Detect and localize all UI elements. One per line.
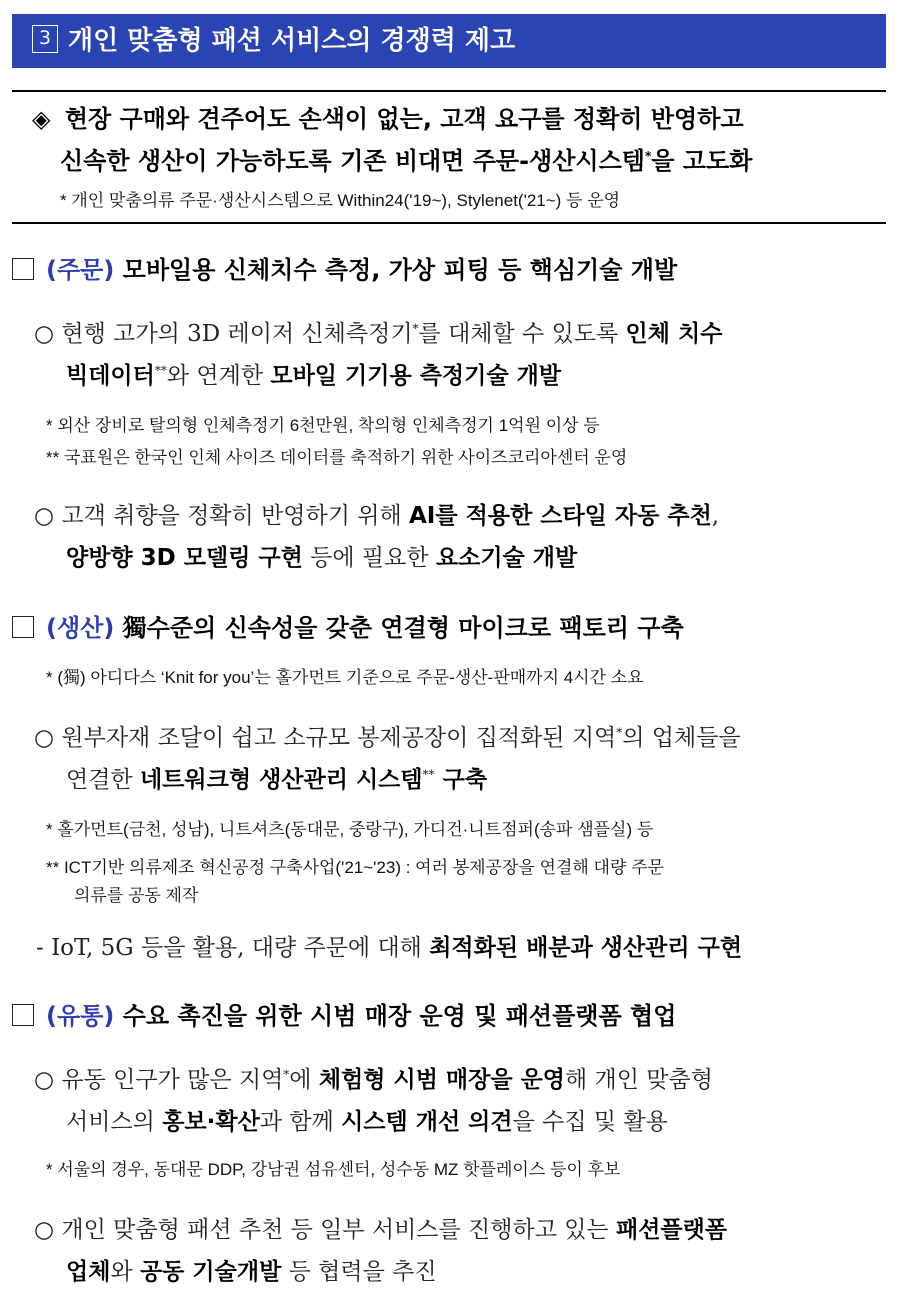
- production-item1-line1: [34, 722, 741, 754]
- text: 원부자재 조달이 쉽고 소규모 봉제공장이 집적화된 지역: [61, 725, 617, 751]
- tag-order: (주문): [46, 256, 115, 284]
- summary-sup: *: [644, 149, 652, 163]
- text: 유동 인구가 많은 지역: [61, 1067, 284, 1093]
- bold-text: 시스템 개선 의견: [341, 1109, 513, 1135]
- heading-order-text: 모바일용 신체치수 측정, 가상 피팅 등 핵심기술 개발: [122, 256, 678, 284]
- text: ,: [711, 503, 720, 529]
- circle-bullet-icon: ○: [34, 1217, 55, 1243]
- summary-line-1: [32, 104, 744, 134]
- production-dash-line: [36, 932, 742, 964]
- sup: **: [154, 363, 167, 378]
- text: 과 함께: [259, 1109, 342, 1135]
- sup: *: [616, 725, 623, 740]
- production-item1-line2: [66, 764, 487, 796]
- production-footnote-2a: ** ICT기반 의류제조 혁신공정 구축사업('21~'23) : 여러 봉제공장을 연결해 대량 주문: [46, 858, 664, 877]
- bold-text: 체험형 시범 매장을 운영: [318, 1067, 566, 1093]
- checkbox-square-icon: [12, 1004, 34, 1026]
- bold-text: AI를 적용한 스타일 자동 추천: [409, 503, 712, 529]
- bold-text: 공동 기술개발: [139, 1259, 282, 1285]
- text: 서비스의: [66, 1109, 163, 1135]
- distribution-item2-line2: [66, 1256, 437, 1288]
- text: 를 대체할 수 있도록: [418, 321, 626, 347]
- distribution-item2-line1: [34, 1214, 727, 1246]
- order-item2-line2: [66, 542, 577, 574]
- heading-distribution: [12, 1000, 676, 1032]
- summary-footnote: * 개인 맞춤의류 주문·생산시스템으로 Within24('19~), Stylenet('21~) 등 운영: [60, 191, 621, 210]
- circle-bullet-icon: ○: [34, 725, 55, 751]
- text: 와 연계한: [166, 363, 271, 389]
- text: 을 수집 및 활용: [512, 1109, 668, 1135]
- checkbox-square-icon: [12, 616, 34, 638]
- text: 고객 취향을 정확히 반영하기 위해: [61, 503, 409, 529]
- section-title-bar: [12, 14, 886, 68]
- bold-text: 빅데이터: [66, 363, 155, 389]
- circle-bullet-icon: ○: [34, 321, 55, 347]
- dash-bullet-icon: -: [36, 935, 44, 961]
- text: 해 개인 맞춤형: [565, 1067, 713, 1093]
- sup: **: [422, 767, 435, 782]
- order-item1-line1: [34, 318, 722, 350]
- diamond-bullet-icon: ◈: [32, 105, 51, 133]
- text: 에: [289, 1067, 319, 1093]
- circle-bullet-icon: ○: [34, 1067, 55, 1093]
- text: 와: [110, 1259, 140, 1285]
- order-footnote-1: * 외산 장비로 탈의형 인체측정기 6천만원, 착의형 인체측정기 1억원 이상 등: [46, 416, 600, 435]
- bold-text: 모바일 기기용 측정기술 개발: [270, 363, 562, 389]
- summary-text-1: 현장 구매와 견주어도 손색이 없는, 고객 요구를 정확히 반영하고: [64, 105, 744, 133]
- production-footnote-0: * (獨) 아디다스 ‘Knit for you’는 홀가먼트 기준으로 주문-생산-판매까지 4시간 소요: [46, 668, 644, 687]
- bold-text: 인체 치수: [625, 321, 723, 347]
- production-footnote-2b: 의류를 공동 제작: [74, 886, 199, 905]
- heading-production-text: 獨수준의 신속성을 갖춘 연결형 마이크로 팩토리 구축: [122, 614, 684, 642]
- tag-distribution: (유통): [46, 1002, 115, 1030]
- circle-bullet-icon: ○: [34, 503, 55, 529]
- heading-production: [12, 612, 684, 644]
- heading-distribution-text: 수요 촉진을 위한 시범 매장 운영 및 패션플랫폼 협업: [122, 1002, 677, 1030]
- summary-text-2b: 을 고도화: [651, 147, 753, 175]
- tag-production: (생산): [46, 614, 115, 642]
- bold-text: 양방향 3D 모델링 구현: [66, 545, 303, 571]
- distribution-item1-line2: [66, 1106, 668, 1138]
- bold-text: 홍보·확산: [162, 1109, 260, 1135]
- distribution-footnote-1: * 서울의 경우, 동대문 DDP, 강남권 섬유센터, 성수동 MZ 핫플레이스 등이 후보: [46, 1160, 621, 1179]
- heading-order: [12, 254, 677, 286]
- production-footnote-1: * 홀가먼트(금천, 성남), 니트셔츠(동대문, 중랑구), 가디건·니트점퍼(송파 샘플실) 등: [46, 820, 654, 839]
- bold-text: 업체: [66, 1259, 111, 1285]
- bold-text: 요소기술 개발: [435, 545, 578, 571]
- section-title: 개인 맞춤형 패션 서비스의 경쟁력 제고: [68, 26, 516, 56]
- order-item2-line1: [34, 500, 719, 532]
- sup: *: [412, 321, 419, 336]
- summary-line-2: [60, 146, 752, 176]
- bold-text: 네트워크형 생산관리 시스템: [139, 767, 423, 793]
- checkbox-square-icon: [12, 258, 34, 280]
- section-number-box: 3: [32, 25, 58, 53]
- distribution-item1-line1: [34, 1064, 713, 1096]
- text: IoT, 5G 등을 활용, 대량 주문에 대해: [51, 935, 430, 961]
- text: 등 협력을 추진: [281, 1259, 437, 1285]
- bold-text: 최적화된 배분과 생산관리 구현: [429, 935, 743, 961]
- text: 개인 맞춤형 패션 추천 등 일부 서비스를 진행하고 있는: [61, 1217, 616, 1243]
- bold-text: 패션플랫폼: [616, 1217, 728, 1243]
- sup: *: [283, 1067, 290, 1082]
- text: 의 업체들을: [622, 725, 741, 751]
- text: 현행 고가의 3D 레이저 신체측정기: [61, 321, 413, 347]
- text: 연결한: [66, 767, 140, 793]
- summary-box: [12, 90, 886, 224]
- text: 등에 필요한: [302, 545, 436, 571]
- summary-text-2a: 신속한 생산이 가능하도록 기존 비대면 주문-생산시스템: [60, 147, 645, 175]
- order-footnote-2: ** 국표원은 한국인 인체 사이즈 데이터를 축적하기 위한 사이즈코리아센터 운영: [46, 448, 628, 467]
- order-item1-line2: [66, 360, 561, 392]
- bold-text: 구축: [434, 767, 488, 793]
